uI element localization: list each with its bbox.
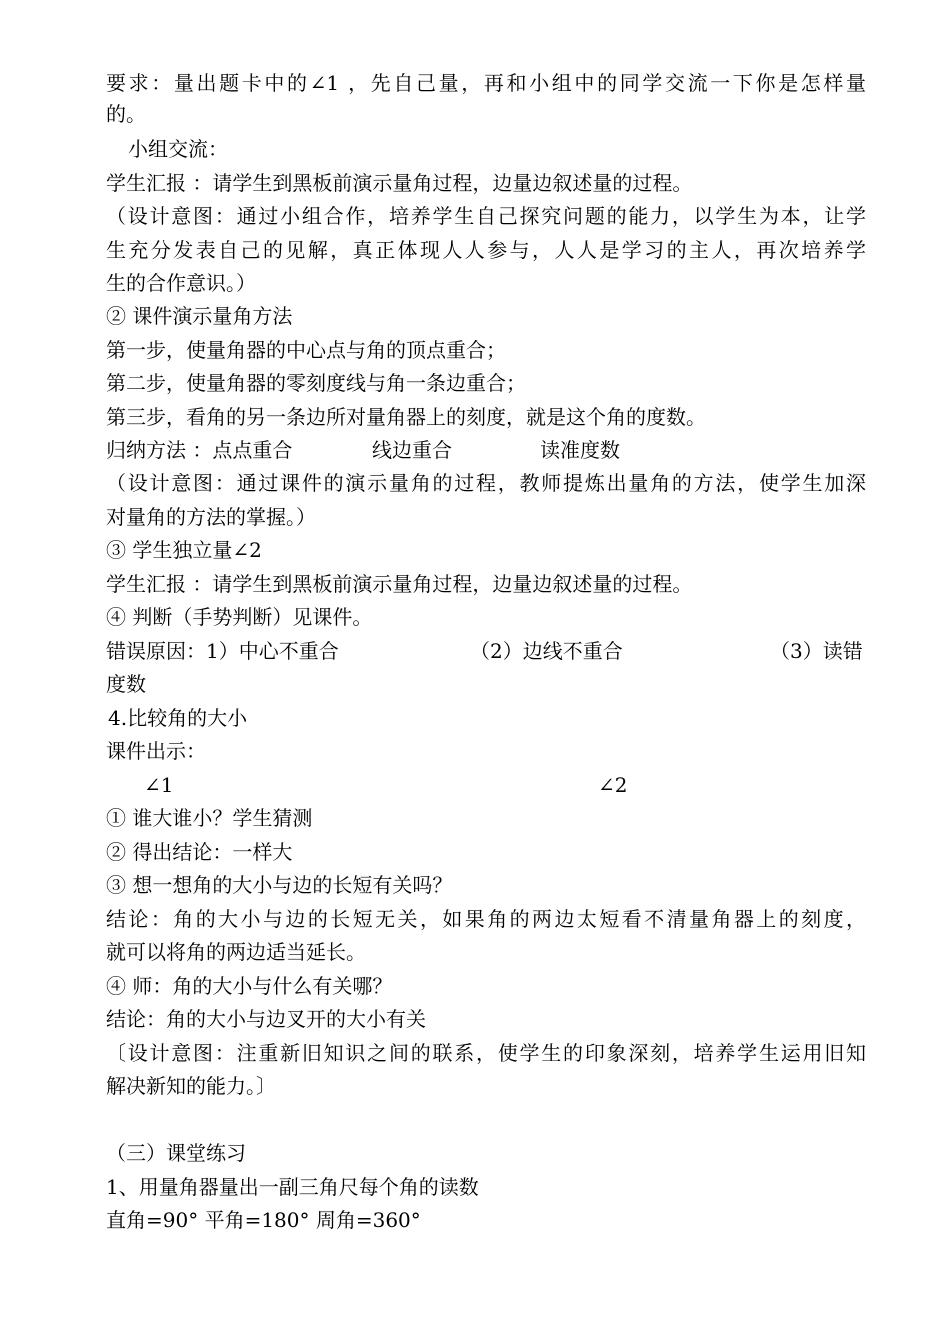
paragraph-line: 〔设计意图：注重新旧知识之间的联系，使学生的印象深刻，培养学生运用旧知 (106, 1041, 866, 1065)
paragraph-line: 第一步，使量角器的中心点与角的顶点重合； (106, 338, 506, 362)
section-heading: （三）课堂练习 (106, 1141, 246, 1165)
paragraph-line: 小组交流： (128, 137, 228, 161)
paragraph-line: 的。 (106, 102, 146, 126)
method-edge: 线边重合 (372, 438, 452, 462)
error-reason-2: （2）边线不重合 (470, 639, 623, 663)
paragraph-line: ③ 学生独立量∠2 (106, 538, 262, 562)
paragraph-line: ② 得出结论：一样大 (106, 840, 293, 864)
paragraph-line: 解决新知的能力。〕 (106, 1074, 276, 1098)
exercise-answer-line: 直角=90° 平角=180° 周角=360° (106, 1208, 421, 1232)
section-heading: 4.比较角的大小 (108, 706, 248, 730)
paragraph-line: 结论：角的大小与边的长短无关，如果角的两边太短看不清量角器上的刻度， (106, 907, 866, 931)
paragraph-line: ① 谁大谁小？学生猜测 (106, 806, 313, 830)
error-reasons-line (106, 637, 866, 665)
exercise-line: 1、用量角器量出一副三角尺每个角的读数 (106, 1175, 479, 1199)
paragraph-line: ④ 师：角的大小与什么有关哪？ (106, 974, 393, 998)
method-reading: 读准度数 (540, 438, 620, 462)
paragraph-line: 生充分发表自己的见解，真正体现人人参与，人人是学习的主人，再次培养学 (106, 238, 866, 262)
paragraph-line: 第二步，使量角器的零刻度线与角一条边重合； (106, 371, 526, 395)
summary-methods-line (106, 436, 866, 464)
paragraph-line: 学生汇报 ：请学生到黑板前演示量角过程，边量边叙述量的过程。 (106, 572, 693, 596)
paragraph-line: ② 课件演示量角方法 (106, 304, 293, 328)
method-point: 归纳方法 ：点点重合 (106, 438, 293, 462)
paragraph-line: ③ 想一想角的大小与边的长短有关吗？ (106, 873, 453, 897)
angle-label-1: ∠1 (144, 773, 174, 797)
paragraph-line: 对量角的方法的掌握。） (106, 505, 316, 529)
paragraph-line: ④ 判断（手势判断）见课件。 (106, 605, 373, 629)
paragraph-line: 结论：角的大小与边叉开的大小有关 (106, 1007, 426, 1031)
paragraph-line: 度数 (106, 672, 146, 696)
error-reason-3: （3）读错 (770, 639, 863, 663)
paragraph-line: （设计意图：通过小组合作，培养学生自己探究问题的能力，以学生为本，让学 (106, 204, 866, 228)
paragraph-line: 课件出示： (106, 739, 206, 763)
error-reason-1: 错误原因：1）中心不重合 (106, 639, 339, 663)
angle-label-2: ∠2 (598, 773, 628, 797)
paragraph-line: 第三步，看角的另一条边所对量角器上的刻度，就是这个角的度数。 (106, 405, 706, 429)
paragraph-line: 就可以将角的两边适当延长。 (106, 940, 366, 964)
paragraph-line: 生的合作意识。） (106, 271, 256, 295)
paragraph-line: 要求：量出题卡中的∠1 ，先自己量，再和小组中的同学交流一下你是怎样量 (106, 71, 866, 95)
paragraph-line: 学生汇报 ：请学生到黑板前演示量角过程，边量边叙述量的过程。 (106, 171, 693, 195)
paragraph-line: （设计意图：通过课件的演示量角的过程，教师提炼出量角的方法，使学生加深 (106, 471, 866, 495)
